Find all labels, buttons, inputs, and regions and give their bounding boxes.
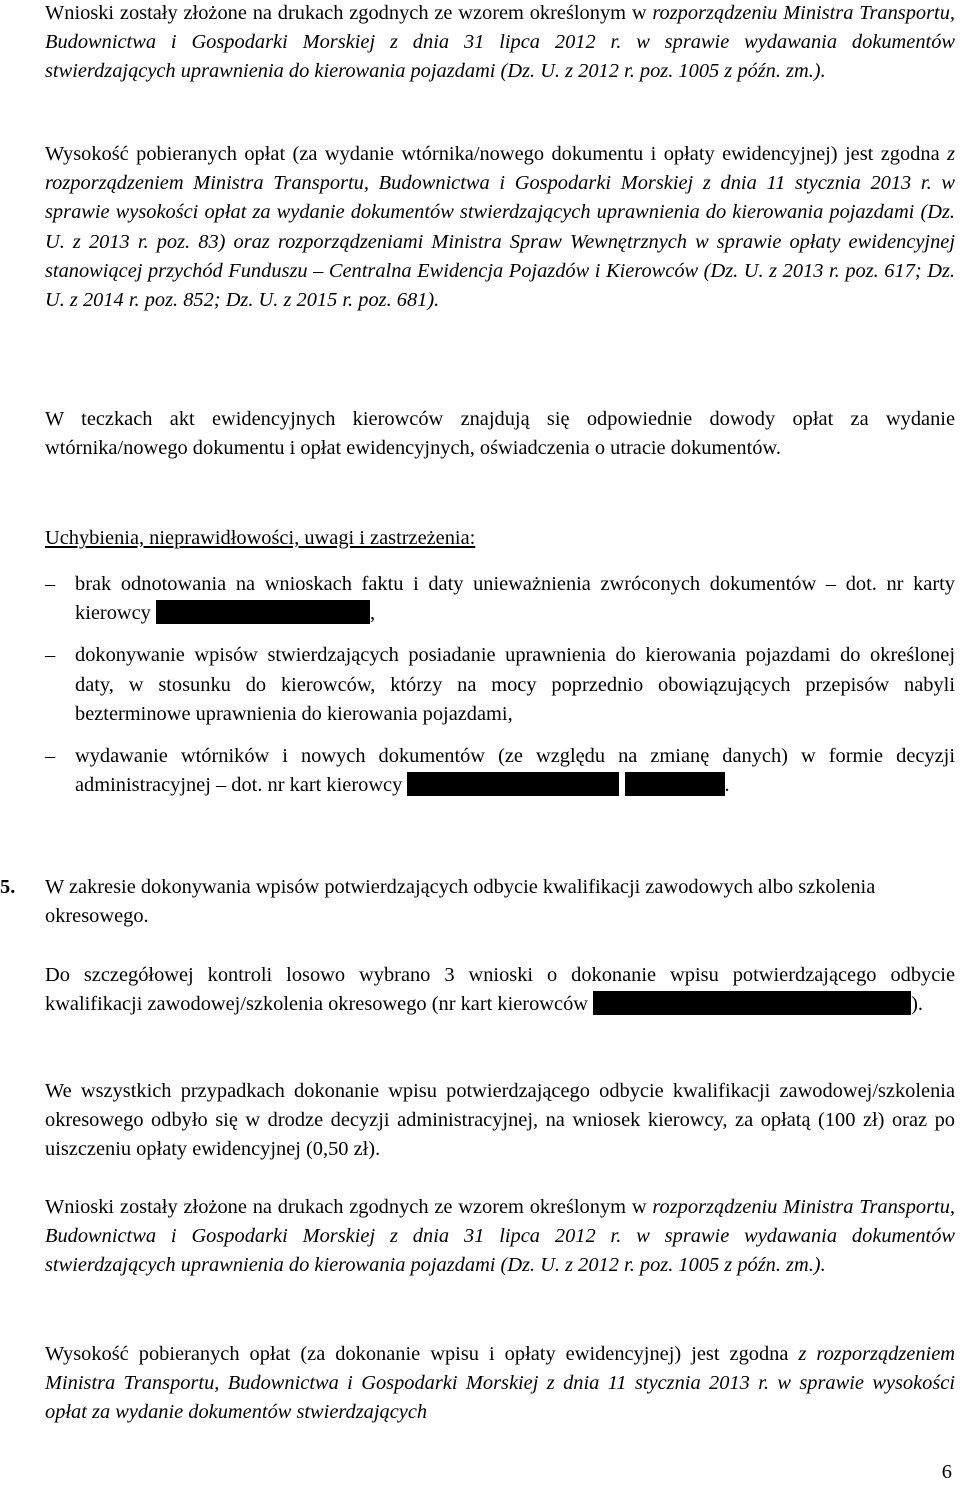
redacted-block [593,991,911,1015]
list-item-text: wydawanie wtórników i nowych dokumentów (ze względu na zmianę danych) w formie decyzji administracyjnej – dot. nr kart kierowcy [75,745,955,797]
paragraph-fees-2 [45,1340,955,1428]
dash-bullet: – [45,644,56,667]
redacted-block [407,772,619,796]
findings-heading: Uchybienia, nieprawidłowości, uwagi i zastrzeżenia: [45,527,476,549]
paragraph-forms-compliance [45,0,955,87]
dash-bullet: – [45,573,56,595]
list-item-text: brak odnotowania na wnioskach faktu i daty unieważnienia zwróconych dokumentów – dot. nr karty kierowcy [75,573,955,625]
section-title: W zakresie dokonywania wpisów potwierdzających odbycie kwalifikacji zawodowych albo szkolenia okresowego. [45,876,876,928]
regulation-citation: rozporządzeniu Ministra Transportu, Budownictwa i Gospodarki Morskiej z dnia 31 lipca 2012 r. w sprawie wydawania dokumentów stwierdzających uprawnienia do kierowania pojazdami (Dz. U. z 2012 r. poz. 1005 z późn. zm.). [45,1196,956,1277]
paragraph-sample [45,961,955,1019]
redacted-block [625,772,725,796]
paragraph-text: Wnioski zostały złożone na drukach zgodnych ze wzorem określonym w [45,2,653,24]
paragraph-text: Do szczegółowej kontroli losowo wybrano 3 wnioski o dokonanie wpisu potwierdzającego odbycie kwalifikacji zawodowej/szkolenia okresowego (nr kart kierowców [45,964,955,1016]
page-number: 6 [941,1460,952,1483]
paragraph-text: Wysokość pobieranych opłat (za dokonanie wpisu i opłaty ewidencyjnej) jest zgodna [45,1343,799,1365]
paragraph-fees [45,140,955,315]
list-item [45,742,955,800]
dash-bullet: – [45,745,56,768]
list-item [45,641,955,729]
redacted-block [156,600,370,624]
paragraph-forms-compliance-2 [45,1193,955,1281]
regulation-citation: rozporządzeniu Ministra Transportu, Budownictwa i Gospodarki Morskiej z dnia 31 lipca 2012 r. w sprawie wydawania dokumentów stwierdzających uprawnienia do kierowania pojazdami (Dz. U. z 2012 r. poz. 1005 z późn. zm.). [45,2,956,83]
list-item [45,570,955,628]
paragraph-text: ). [911,993,923,1016]
list-item-punct: , [369,602,376,625]
regulation-citation: z rozporządzeniem Ministra Transportu, Budownictwa i Gospodarki Morskiej z dnia 11 stycznia 2013 r. w sprawie wysokości opłat za wydanie dokumentów stwierdzających [45,1343,955,1424]
paragraph-text: Wysokość pobieranych opłat (za wydanie wtórnika/nowego dokumentu i opłaty ewidencyjnej) jest zgodna [45,143,948,165]
regulation-citation: z rozporządzeniem Ministra Transportu, Budownictwa i Gospodarki Morskiej z dnia 11 stycznia 2013 r. w sprawie wysokości opłat za wydanie dokumentów stwierdzających uprawnienia do kierowania pojazdami (Dz. U. z 2013 r. poz. 83) oraz rozporządzeniami Ministra Spraw Wewnętrznych w sprawie opłaty ewidencyjnej stanowiącej przychód Funduszu – Centralna Ewidencja Pojazdów i Kierowców (Dz. U. z 2013 r. poz. 617; Dz. U. z 2014 r. poz. 852; Dz. U. z 2015 r. poz. 681). [45,143,955,312]
list-item-punct: . [724,774,730,797]
paragraph-text: Wnioski zostały złożone na drukach zgodnych ze wzorem określonym w [45,1196,653,1218]
paragraph-entries: We wszystkich przypadkach dokonanie wpisu potwierdzającego odbycie kwalifikacji zawodowej/szkolenia okresowego odbyło się w drodze decyzji administracyjnej, na wniosek kierowcy, za opłatą (100 zł) oraz po uiszczeniu opłaty ewidencyjnej (0,50 zł). [45,1080,955,1161]
findings-list [45,570,955,800]
section-5-heading [0,873,955,931]
list-item-text: dokonywanie wpisów stwierdzających posiadanie uprawnienia do kierowania pojazdami do określonej daty, w stosunku do kierowców, którzy na mocy poprzednio obowiązujących przepisów nabyli bezterminowe uprawnienia do kierowania pojazdami, [75,644,955,725]
section-number: 5. [0,876,16,898]
paragraph-files: W teczkach akt ewidencyjnych kierowców znajdują się odpowiednie dowody opłat za wydanie wtórnika/nowego dokumentu i opłat ewidencyjnych, oświadczenia o utracie dokumentów. [45,408,955,460]
